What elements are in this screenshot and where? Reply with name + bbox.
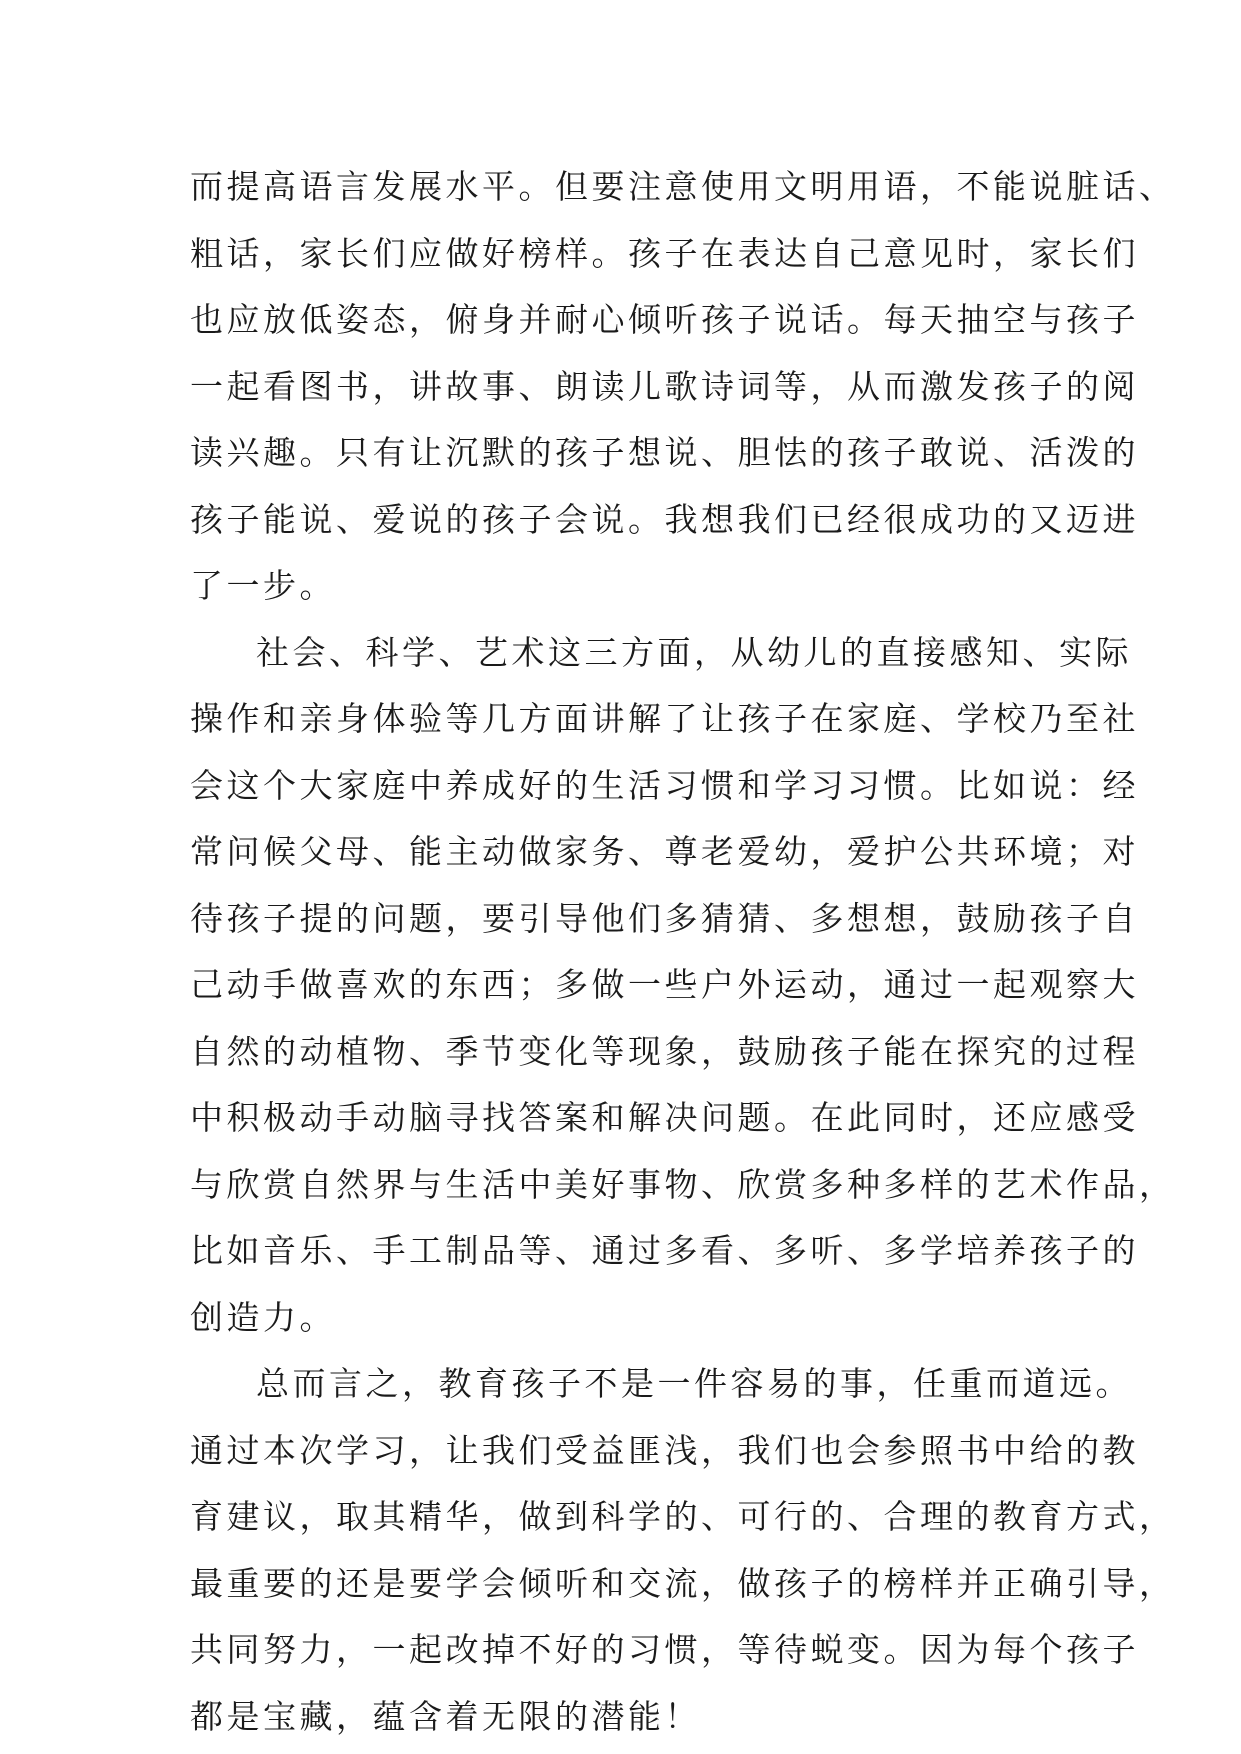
text-line: 通过本次学习，让我们受益匪浅，我们也会参照书中给的教 [190,1430,1139,1470]
paragraph-1 [190,154,1176,620]
text-line: 最重要的还是要学会倾听和交流，做孩子的榜样并正确引导， [190,1563,1176,1603]
text-line: 读兴趣。只有让沉默的孩子想说、胆怯的孩子敢说、活泼的 [190,433,1139,472]
text-line: 共同努力，一起改掉不好的习惯，等待蜕变。因为每个孩子 [190,1630,1139,1669]
paragraph-2 [190,620,1176,1352]
text-line: 会这个大家庭中养成好的生活习惯和学习习惯。比如说：经 [190,765,1139,805]
paragraph-3 [190,1351,1176,1750]
text-line: 社会、科学、艺术这三方面，从幼儿的直接感知、实际 [256,632,1132,672]
text-line: 也应放低姿态，俯身并耐心倾听孩子说话。每天抽空与孩子 [190,300,1139,339]
text-line: 粗话，家长们应做好榜样。孩子在表达自己意见时，家长们 [190,233,1139,273]
text-line: 待孩子提的问题，要引导他们多猜猜、多想想，鼓励孩子自 [190,898,1139,938]
text-line: 与欣赏自然界与生活中美好事物、欣赏多种多样的艺术作品， [190,1164,1176,1204]
text-line: 操作和亲身体验等几方面讲解了让孩子在家庭、学校乃至社 [190,699,1139,738]
text-line: 中积极动手动脑寻找答案和解决问题。在此同时，还应感受 [190,1098,1139,1137]
text-line: 创造力。 [190,1297,336,1337]
text-line: 都是宝藏，蕴含着无限的潜能！ [190,1696,701,1736]
text-line: 而提高语言发展水平。但要注意使用文明用语，不能说脏话、 [190,167,1176,206]
text-line: 了一步。 [190,566,336,605]
text-line: 常问候父母、能主动做家务、尊老爱幼，爱护公共环境；对 [190,832,1139,871]
text-line: 比如音乐、手工制品等、通过多看、多听、多学培养孩子的 [190,1231,1139,1270]
body-text [190,154,1176,1750]
text-line: 一起看图书，讲故事、朗读儿歌诗词等，从而激发孩子的阅 [190,366,1139,406]
text-line: 自然的动植物、季节变化等现象，鼓励孩子能在探究的过程 [190,1031,1139,1071]
text-line: 己动手做喜欢的东西；多做一些户外运动，通过一起观察大 [190,965,1139,1004]
text-line: 总而言之，教育孩子不是一件容易的事，任重而道远。 [256,1364,1132,1403]
text-line: 孩子能说、爱说的孩子会说。我想我们已经很成功的又迈进 [190,499,1139,539]
text-line: 育建议，取其精华，做到科学的、可行的、合理的教育方式， [190,1497,1176,1536]
